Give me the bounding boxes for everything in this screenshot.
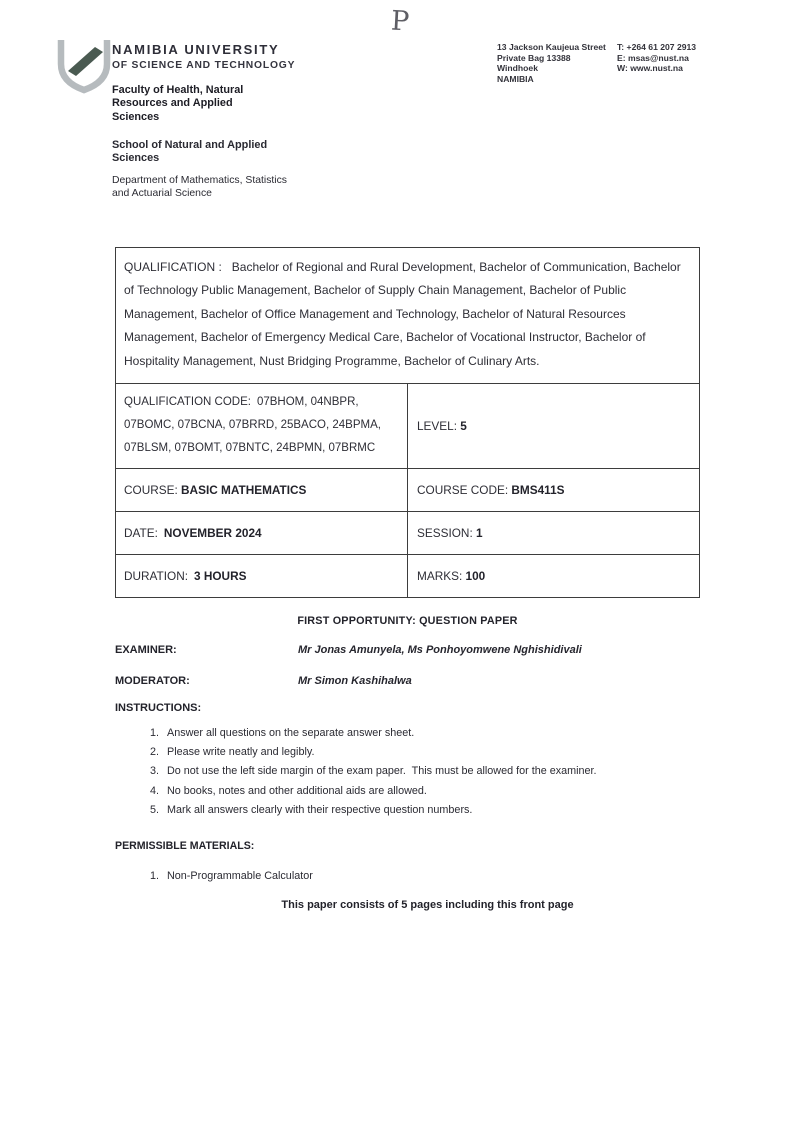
department-name: Department of Mathematics, Statistics and Actuarial Science [112,175,287,199]
table-row [116,555,700,598]
qualification-label: QUALIFICATION : [124,260,222,274]
moderator-row [115,675,794,687]
faculty-name: Faculty of Health, Natural Resources and Applied Sciences [112,84,244,123]
page-count-note: This paper consists of 5 pages including this front page [281,899,574,912]
marks-value: 100 [465,569,486,584]
address-line: Windhoek [497,63,538,73]
main-content [0,247,794,911]
examiner-names: Mr Jonas Amunyela, Ms Ponhoyomwene Nghishidivali [298,644,582,657]
qualification-code-label: QUALIFICATION CODE: [124,396,251,409]
materials-list [115,869,794,883]
course-cell [116,469,408,512]
address-line: NAMIBIA [497,73,534,84]
course-value: BASIC MATHEMATICS [181,483,307,498]
duration-cell [116,555,408,598]
course-code-cell [408,469,700,512]
address-line: 13 Jackson Kaujeua Street [497,42,606,52]
session-cell [408,512,700,555]
date-label: DATE: [124,526,158,541]
table-row [116,384,700,469]
level-value: 5 [460,419,467,434]
permissible-materials-heading: PERMISSIBLE MATERIALS: [115,840,255,853]
course-code-label: COURSE CODE: [417,483,509,498]
moderator-label: MODERATOR: [115,675,190,688]
table-row [116,512,700,555]
course-label: COURSE: [124,483,178,498]
duration-label: DURATION: [124,569,189,584]
examiner-row [115,644,794,656]
instructions-list [115,726,617,817]
level-label: LEVEL: [417,419,458,434]
duration-value: 3 HOURS [194,569,247,584]
qualification-cell [116,248,700,384]
qualification-code-cell [116,384,408,469]
date-value: NOVEMBER 2024 [163,526,262,541]
instruction-item: 2. Please write neatly and legibly. [162,745,617,759]
instruction-item: 1. Answer all questions on the separate answer sheet. [162,726,617,740]
address-block [497,42,606,84]
university-name-line2: OF SCIENCE AND TECHNOLOGY [112,60,296,71]
paper-title: FIRST OPPORTUNITY: QUESTION PAPER [297,615,518,628]
nust-shield-logo-icon [55,38,113,94]
contact-email: E: msas@nust.na [617,52,689,63]
table-row [116,248,700,384]
contact-phone: T: +264 61 207 2913 [617,42,697,52]
instruction-item: 4. No books, notes and other additional aids are allowed. [162,784,617,798]
contact-website: W: www.nust.na [617,63,683,73]
university-name: NAMIBIA UNIVERSITY [112,42,280,57]
marks-cell [408,555,700,598]
date-cell [116,512,408,555]
table-row [116,469,700,512]
exam-info-table [115,247,700,598]
address-line: Private Bag 13388 [497,52,571,63]
university-wordmark [112,42,295,71]
contact-block [617,42,696,74]
handwritten-mark: P [390,5,410,38]
level-cell [408,384,700,469]
instruction-item: 5. Mark all answers clearly with their respective question numbers. [162,803,617,817]
school-name: School of Natural and Applied Sciences [112,139,268,165]
qualification-value: Bachelor of Regional and Rural Development, Bachelor of Communication, Bachelor of Technology Public Management, Bachelor of Supply Chain Management, Bachelor of Public Management, Bachelor of Office Management and Technology, Bachelor of Natural Resources Management, Bachelor of Emergency Medical Care, Bachelor of Vocational Instructor, Bachelor of Hospitality Management, Nust Bridging Programme, Bachelor of Culinary Arts. [124,260,681,368]
material-item: 1. Non-Programmable Calculator [162,869,794,883]
instructions-heading: INSTRUCTIONS: [115,702,202,715]
moderator-name: Mr Simon Kashihalwa [298,675,412,688]
session-value: 1 [476,526,483,541]
instruction-item: 3. Do not use the left side margin of the exam paper. This must be allowed for the examiner. [162,764,617,778]
examiner-label: EXAMINER: [115,644,177,657]
marks-label: MARKS: [417,569,463,584]
course-code-value: BMS411S [511,483,565,498]
session-label: SESSION: [417,526,473,541]
qualification-code-value: 07BHOM, 04NBPR, 07BOMC, 07BCNA, 07BRRD, 25BACO, 24BPMA, 07BLSM, 07BOMT, 07BNTC, 24BPMN, 07BRMC [124,396,381,455]
